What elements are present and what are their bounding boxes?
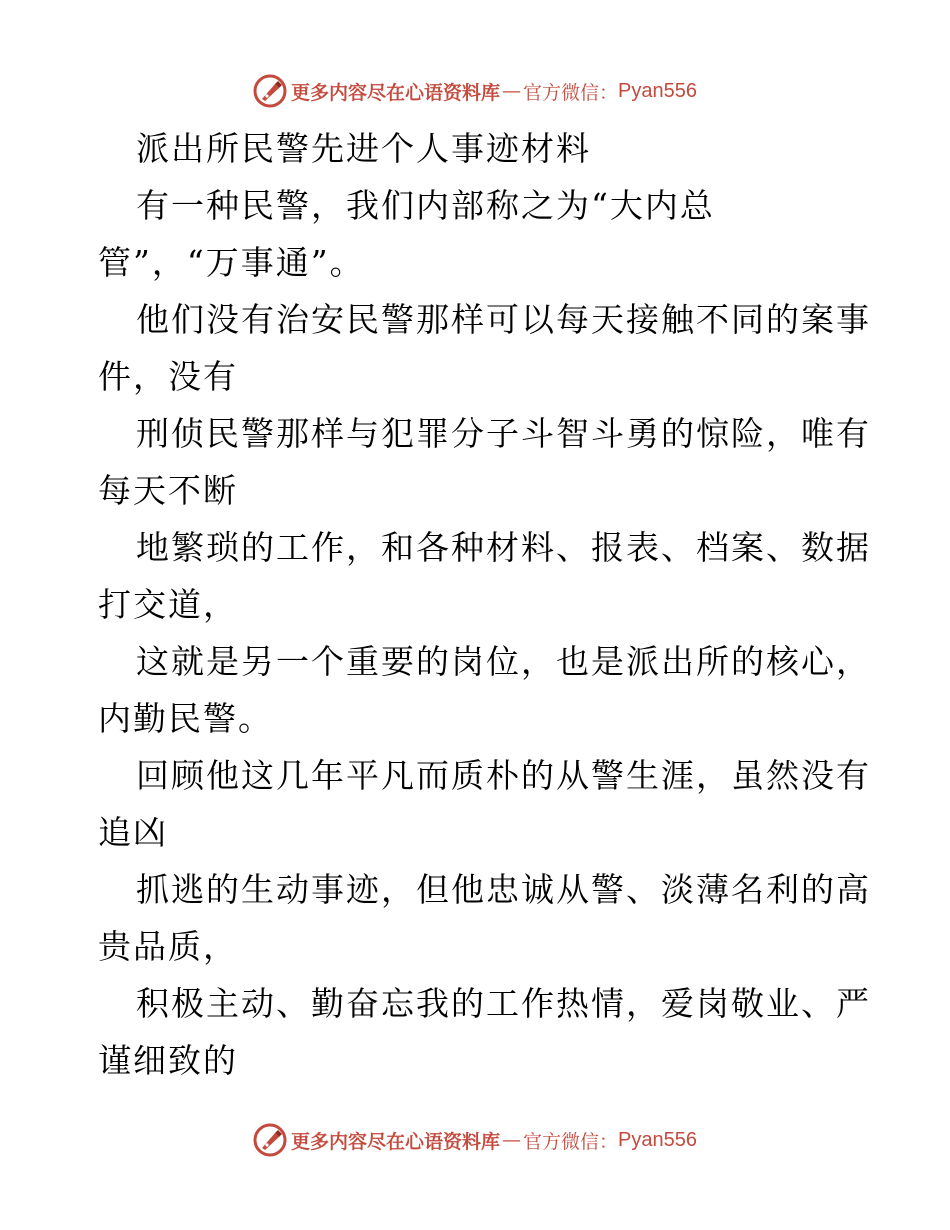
paragraph-line: 积极主动、勤奋忘我的工作热情，爱岗敬业、严 <box>136 984 871 1023</box>
fountain-pen-logo-icon <box>253 74 287 108</box>
header-wechat-id: Pyan556 <box>618 79 697 102</box>
paragraph-line: 管”，“万事通”。 <box>98 243 365 282</box>
footer-site-text: 更多内容尽在心语资料库 <box>291 1130 501 1153</box>
header-banner <box>0 71 950 111</box>
document-title: 派出所民警先进个人事迹材料 <box>136 129 591 168</box>
paragraph-line: 这就是另一个重要的岗位，也是派出所的核心， <box>136 642 871 681</box>
paragraph-line: 回顾他这几年平凡而质朴的从警生涯，虽然没有 <box>136 756 871 795</box>
paragraph-line: 件，没有 <box>98 357 238 396</box>
footer-wechat-id: Pyan556 <box>618 1128 697 1151</box>
header-site-text: 更多内容尽在心语资料库 <box>291 81 501 104</box>
paragraph-line: 他们没有治安民警那样可以每天接触不同的案事 <box>136 300 871 339</box>
fountain-pen-logo-icon <box>253 1123 287 1157</box>
paragraph-line: 有一种民警，我们内部称之为“大内总 <box>136 186 715 225</box>
paragraph-line: 贵品质， <box>98 927 238 966</box>
paragraph-line: 谨细致的 <box>98 1041 238 1080</box>
footer-dash: — <box>502 1129 522 1151</box>
paragraph-line: 地繁琐的工作，和各种材料、报表、档案、数据 <box>136 528 871 567</box>
footer-banner <box>0 1120 950 1160</box>
paragraph-line: 内勤民警。 <box>98 699 273 738</box>
header-dash: — <box>502 80 522 102</box>
document-body <box>98 120 871 1089</box>
paragraph-line: 打交道， <box>98 585 238 624</box>
paragraph-line: 每天不断 <box>98 471 238 510</box>
paragraph-line: 刑侦民警那样与犯罪分子斗智斗勇的惊险，唯有 <box>136 414 871 453</box>
header-wechat-label: 官方微信： <box>523 81 619 104</box>
footer-wechat-label: 官方微信： <box>523 1130 619 1153</box>
paragraph-line: 追凶 <box>98 813 168 852</box>
paragraph-line: 抓逃的生动事迹，但他忠诚从警、淡薄名利的高 <box>136 870 871 909</box>
